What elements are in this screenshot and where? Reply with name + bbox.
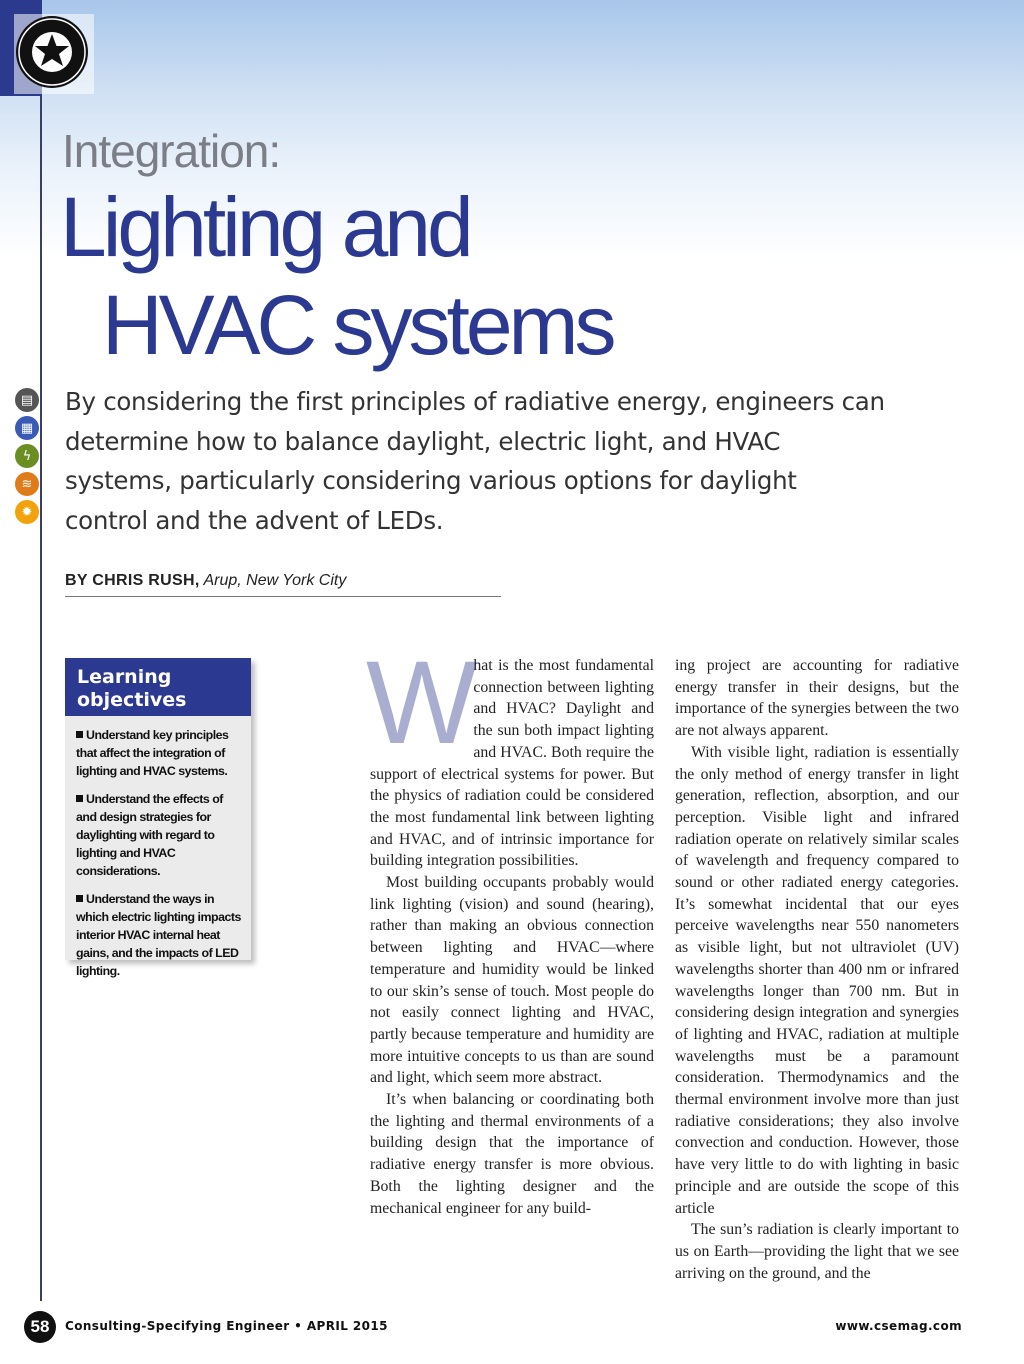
learning-objectives-box — [65, 658, 251, 978]
page-number: 58 — [24, 1311, 56, 1343]
body-paragraph: It’s when balancing or coordinating both the lighting and thermal environments of a building design that the importance of radiative energy transfer is more obvious. Both the lighting designer and the mechanical engineer for any build- — [370, 1091, 654, 1217]
bullet-square-icon — [76, 731, 83, 738]
peer-reviewed-badge — [14, 14, 94, 94]
fire-icon: ▤ — [15, 388, 39, 412]
hvac-icon: ≋ — [15, 472, 39, 496]
building-icon: ▦ — [15, 416, 39, 440]
learning-objectives-title: Learning objectives — [65, 658, 251, 716]
byline-rule — [65, 596, 501, 597]
bullet-square-icon — [76, 795, 83, 802]
article-kicker: Integration: — [62, 125, 281, 177]
byline-author: BY CHRIS RUSH, — [65, 572, 200, 589]
left-vertical-rule — [40, 96, 42, 1301]
article-headline — [60, 178, 613, 374]
body-column-2 — [675, 655, 959, 1284]
drop-cap: W — [366, 637, 472, 769]
body-paragraph: ing project are accounting for radiative energy transfer in their designs, but the importance of the synergies between the two are not always apparent. — [675, 657, 959, 740]
website-url[interactable]: www.csemag.com — [835, 1319, 962, 1333]
publication-footer: Consulting-Specifying Engineer • APRIL 2015 — [65, 1319, 388, 1333]
electrical-icon: ϟ — [15, 444, 39, 468]
peer-reviewed-seal-icon — [14, 14, 94, 94]
bullet-square-icon — [76, 895, 83, 902]
body-paragraph: The sun’s radiation is clearly important to us on Earth—providing the light that we see arriving on the ground, and the — [675, 1221, 959, 1282]
headline-line-1: Lighting and — [60, 180, 470, 274]
byline-affiliation: Arup, New York City — [199, 572, 347, 589]
headline-line-2: HVAC systems — [102, 278, 613, 372]
body-paragraph: With visible light, radiation is essentially the only method of energy transfer in light generation, reflection, absorption, and our perception. Visible light and infrared radiation operate on relatively similar scales of wavelength and frequency compared to sound or other radiated energy categories. It’s somewhat incidental that our eyes perceive wavelengths near 550 nanometers as visible light, but not ultraviolet (UV) wavelengths shorter than 400 nm or infrared wavelengths longer than 700 nm. But in considering design integration and synergies of lighting and HVAC, radiation at multiple wavelengths must be a paramount consideration. Thermodynamics and the thermal environment involve more than just radiative considerations; they also involve convection and conduction. However, those have very little to do with lighting in basic principle and are outside the scope of this article — [675, 743, 959, 1217]
learning-objective-item: Understand the effects of and design strategies for daylighting with regard to lighting and HVAC considerations. — [76, 792, 223, 878]
learning-objective-item: Understand key principles that affect the integration of lighting and HVAC systems. — [76, 728, 229, 778]
article-deck: By considering the first principles of radiative energy, engineers can determine how to balance daylight, electric light, and HVAC systems, particularly considering various options for daylight control and the advent of LEDs. — [65, 387, 885, 535]
body-column-1 — [366, 637, 654, 1219]
learning-objective-item: Understand the ways in which electric lighting impacts interior HVAC internal heat gains, and the impacts of LED lighting. — [76, 892, 241, 978]
topic-icon-strip — [15, 388, 41, 528]
body-paragraph: hat is the most fundamental connection between lighting and HVAC? Daylight and the sun both impact lighting and HVAC. Both require the support of electrical systems for power. But the physics of radiation could be considered the most fundamental link between lighting and HVAC, and of intrinsic importance for building integration possibilities. — [370, 657, 654, 870]
byline — [65, 572, 346, 590]
body-paragraph: Most building occupants probably would link lighting (vision) and sound (hearing), rather than making an obvious connection between lighting and HVAC—where temperature and humidity would be linked to our skin’s sense of touch. Most people do not easily connect lighting and HVAC, partly because temperature and humidity are more intuitive concepts to us than are sound and light, which seem more abstract. — [370, 874, 654, 1087]
lighting-icon: ✹ — [15, 500, 39, 524]
